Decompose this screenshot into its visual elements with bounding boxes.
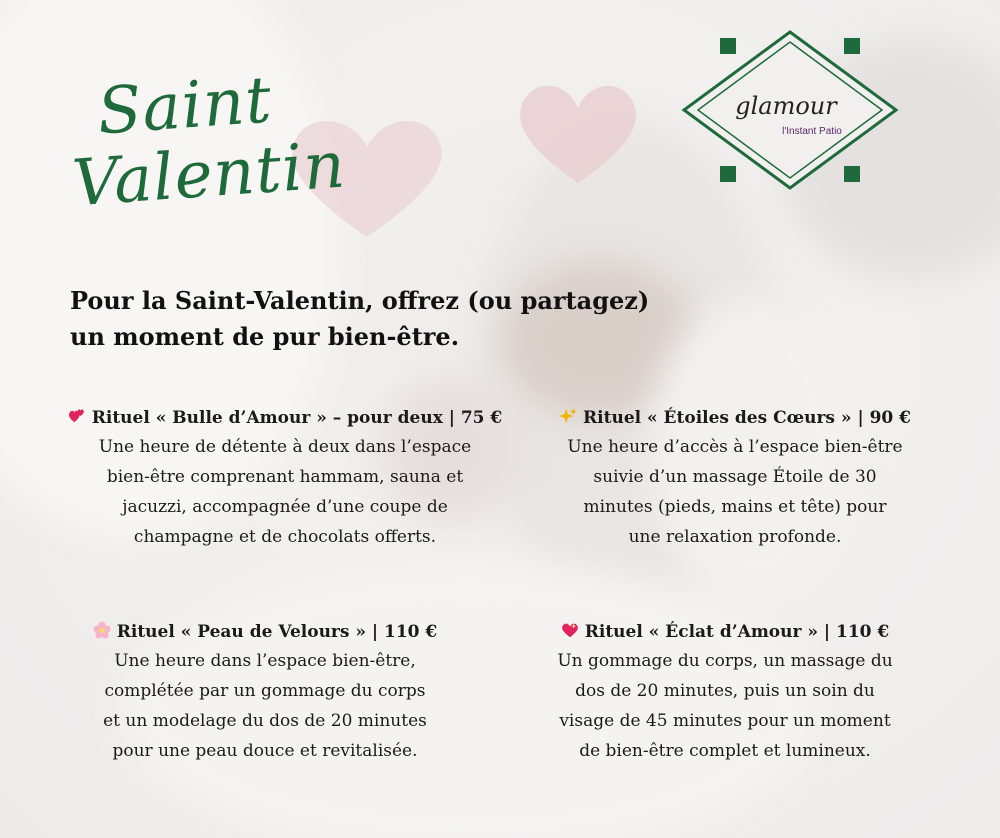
ritual-line: Une heure dans l’espace bien-être,: [114, 651, 416, 671]
ritual-line: jacuzzi, accompagnée d’une coupe de: [122, 497, 448, 517]
logo-tagline: l'Instant Patio: [782, 126, 842, 137]
title-line-1: Saint: [95, 63, 275, 150]
ritual-line: de bien-être complet et lumineux.: [579, 741, 871, 761]
headline-line-2: un moment de pur bien-être.: [70, 322, 460, 351]
flower-icon: [93, 621, 111, 639]
ritual-title-text: Rituel « Étoiles des Cœurs » | 90 €: [583, 408, 911, 428]
headline: [70, 283, 670, 355]
ritual-line: et un modelage du dos de 20 minutes: [103, 711, 427, 731]
ritual-line: champagne et de chocolats offerts.: [133, 527, 437, 547]
ritual-line: pour une peau douce et revitalisée.: [112, 741, 418, 761]
ritual-title: [40, 618, 490, 646]
ritual-etoiles-des-coeurs: [525, 404, 945, 552]
heart-right-decoration: [512, 78, 644, 188]
headline-line-1: Pour la Saint-Valentin, offrez (ou partagez): [70, 286, 650, 315]
ritual-line: une relaxation profonde.: [628, 527, 842, 547]
two-hearts-icon: [68, 407, 86, 425]
ritual-line: Une heure d’accès à l’espace bien-être: [567, 437, 903, 457]
sparkles-icon: [559, 407, 577, 425]
ritual-title: [525, 404, 945, 432]
ritual-bulle-damour: [50, 404, 520, 552]
title-line-2: Valentin: [70, 128, 349, 222]
ritual-title-text: Rituel « Éclat d’Amour » | 110 €: [584, 622, 890, 642]
ritual-line: minutes (pieds, mains et tête) pour: [583, 497, 887, 517]
ritual-line: bien-être comprenant hammam, sauna et: [106, 467, 464, 487]
ritual-peau-de-velours: [40, 618, 490, 766]
sparkling-heart-icon: [561, 621, 579, 639]
ritual-title-text: Rituel « Peau de Velours » | 110 €: [116, 622, 438, 642]
logo-wordmark: glamour: [735, 92, 837, 120]
ritual-line: dos de 20 minutes, puis un soin du: [575, 681, 875, 701]
ritual-title-text: Rituel « Bulle d’Amour » – pour deux | 75 €: [91, 408, 503, 428]
ritual-line: visage de 45 minutes pour un moment: [559, 711, 891, 731]
ritual-title: [50, 404, 520, 432]
ritual-line: suivie d’un massage Étoile de 30: [593, 467, 877, 487]
ritual-title: [505, 618, 945, 646]
ritual-line: Un gommage du corps, un massage du: [557, 651, 893, 671]
ritual-eclat-damour: [505, 618, 945, 766]
glamour-logo: [680, 30, 900, 190]
ritual-line: complétée par un gommage du corps: [104, 681, 426, 701]
ritual-line: Une heure de détente à deux dans l’espace: [98, 437, 472, 457]
saint-valentin-title: [65, 61, 348, 220]
